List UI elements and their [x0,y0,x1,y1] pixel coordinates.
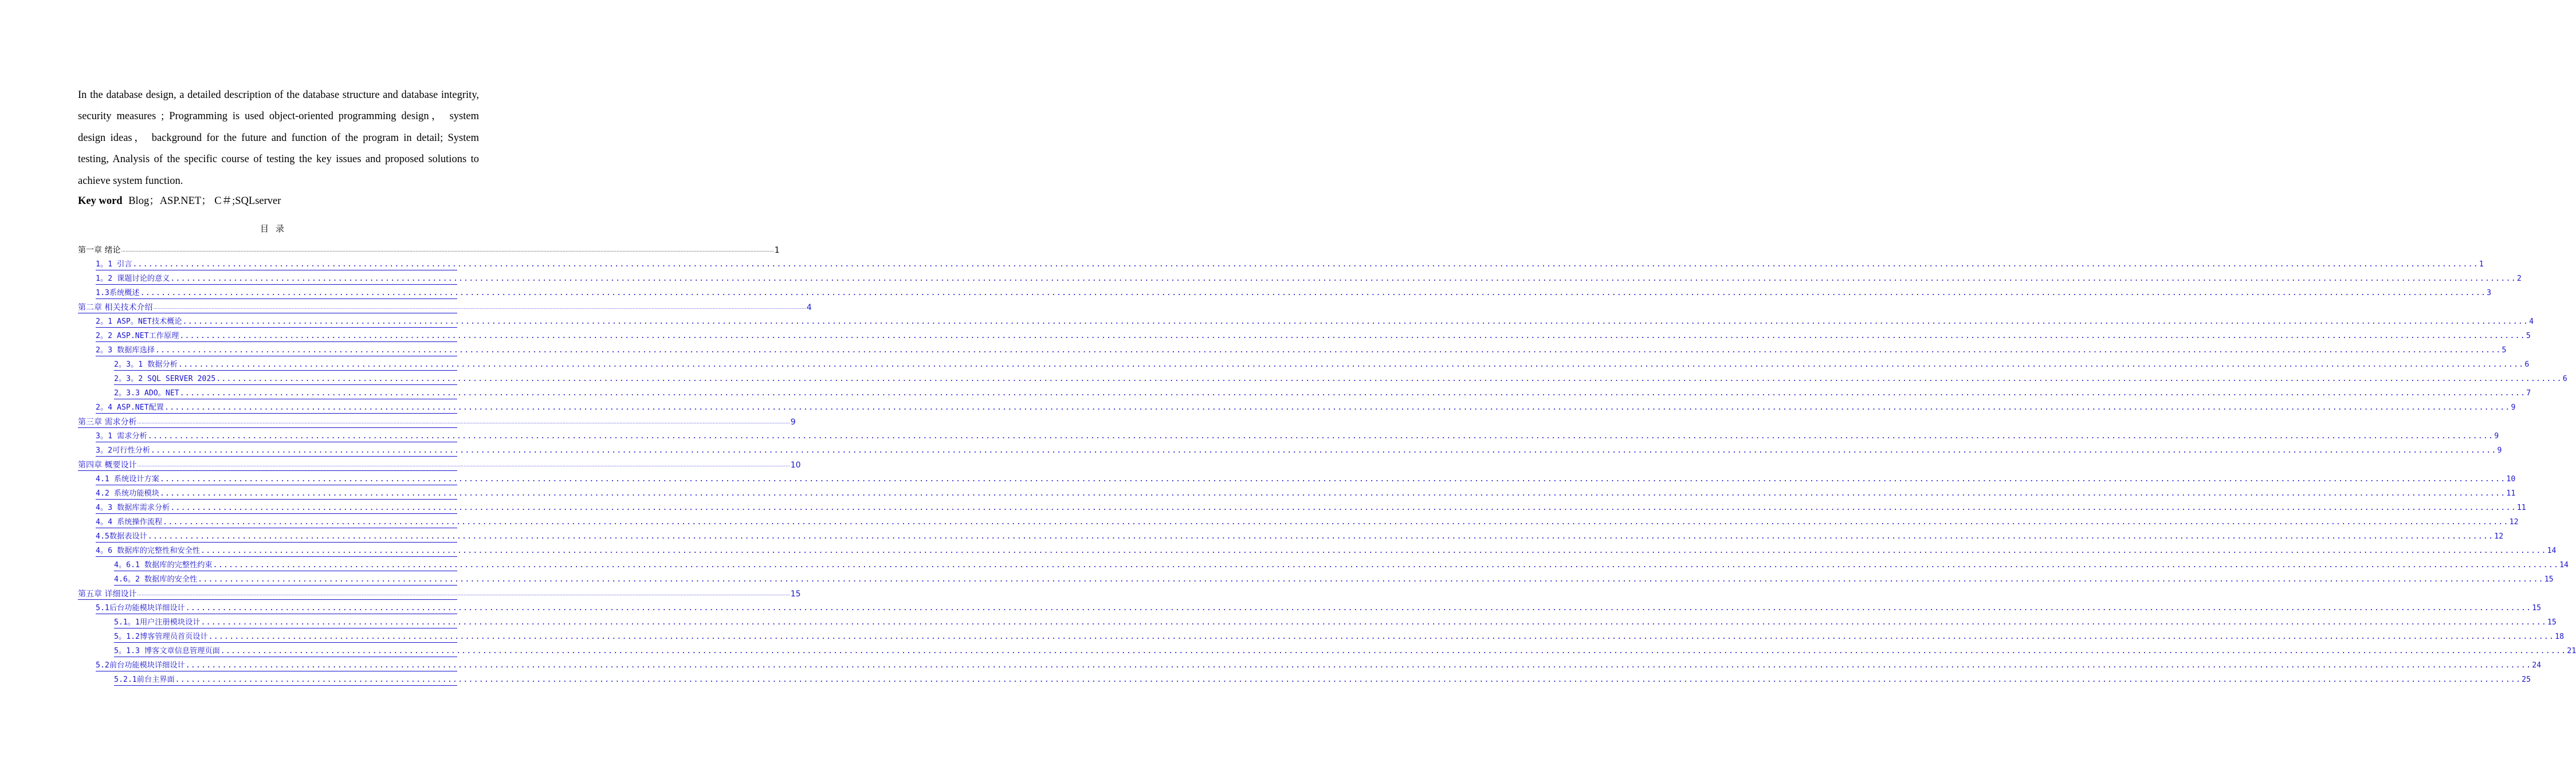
toc-entry-page: 15 [2532,604,2542,612]
keywords-line [78,192,479,210]
toc-leader-dots: ................................................................................................................................................................................................................................................................................................................................................................................................................................................................ [159,489,2506,498]
toc-leader-dots: ................................................................................................................................................................................................................................................................................................................................................................................................................................................................ [175,675,2522,684]
toc-entry-label: 2。3。1 数据分析 [114,360,178,369]
toc-leader-dots: ................................................................................................................................................................................................................................................................................................................................................................................................................................................................ [208,632,2555,641]
toc-leader-dots: ................................................................................................................................................................................................................................................................................................................................................................................................................................................................ [201,618,2547,627]
toc-leader-dots: ................................................................................................................................................................................................................................................................................................................................................................................................................................................................ [132,260,2479,269]
toc-entry-chapter-3[interactable] [78,415,796,428]
toc-entry-subsection[interactable] [114,558,2569,571]
toc-entry-label: 5。1.2博客管理员首页设计 [114,632,208,641]
toc-entry-page: 4 [806,303,812,312]
toc-leader-dots: ................................................................................................................................................................................................................................................................................................................................................................................................................................................................ [201,547,2547,555]
toc-entry-section[interactable] [96,343,2507,356]
toc-leader-dots: ................................................................................................................................................................................................................................................................................................................................................................................................................................................................ [178,360,2524,369]
toc-entry-section[interactable] [96,315,2534,328]
toc-leader-dots: ................................................................................................................................................................................................................................................................................................................................................................................................................................................................ [151,446,2497,455]
toc-entry-label: 5.1后台功能模块详细设计 [96,604,185,612]
toc-leader-dots: ................................................................................................................................................................................................................................................................................................................................................................................................................................................................ [213,561,2559,569]
toc-leader-dots: ................................................................................................................................................................................................................................................................................................................................................................................................................................................................ [220,647,2567,655]
toc-entry-chapter-1[interactable] [78,243,780,256]
keywords-value: Blog；ASP.NET； C＃;SQLserver [128,195,281,207]
toc-leader-dots: ................................................................................................................................................................................................................................................................................................................................................................................................................................................................ [155,346,2502,355]
toc-entry-page: 1 [774,246,780,255]
toc-entry-label: 5.2.1前台主界面 [114,675,175,684]
toc-leader-dots: ................................................................................................................................................................................................................................................................................................................................................................................................................................................................ [137,419,790,425]
toc-entry-chapter-5[interactable] [78,587,801,600]
toc-entry-page: 9 [2497,446,2502,455]
toc-entry-label: 5.2前台功能模块详细设计 [96,661,185,670]
toc-entry-page: 1 [2479,260,2484,269]
toc-title: 目录 [260,223,291,234]
toc-entry-section[interactable] [96,544,2557,557]
toc-entry-page: 15 [2547,618,2557,627]
toc-entry-label: 4。6 数据库的完整性和安全性 [96,547,201,555]
toc-entry-label: 1。1 引言 [96,260,132,269]
toc-entry-page: 14 [2559,561,2569,569]
toc-entry-label: 2。3 数据库选择 [96,346,155,355]
toc-entry-subsection[interactable] [114,644,2576,657]
toc-entry-page: 3 [2487,289,2492,297]
toc-leader-dots: ................................................................................................................................................................................................................................................................................................................................................................................................................................................................ [147,532,2494,541]
toc-leader-dots: ................................................................................................................................................................................................................................................................................................................................................................................................................................................................ [179,332,2526,340]
toc-entry-section[interactable] [96,529,2504,543]
toc-leader-dots: ................................................................................................................................................................................................................................................................................................................................................................................................................................................................ [182,317,2529,326]
toc-entry-subsection[interactable] [114,572,2554,586]
toc-entry-subsection[interactable] [114,615,2557,628]
toc-entry-section[interactable] [96,658,2542,671]
toc-entry-label: 2。4 ASP.NET配置 [96,403,164,412]
toc-entry-section[interactable] [96,515,2519,528]
toc-entry-label: 4。6.1 数据库的完整性约束 [114,561,213,569]
toc-entry-page: 21 [2567,647,2576,655]
toc-leader-dots: ................................................................................................................................................................................................................................................................................................................................................................................................................................................................ [121,247,774,253]
toc-entry-section[interactable] [96,329,2531,342]
toc-leader-dots: ................................................................................................................................................................................................................................................................................................................................................................................................................................................................ [153,305,806,310]
toc-entry-subsection[interactable] [114,358,2530,371]
toc-leader-dots: ................................................................................................................................................................................................................................................................................................................................................................................................................................................................ [185,604,2532,612]
toc-entry-label: 4.2 系统功能模块 [96,489,159,498]
toc-leader-dots: ................................................................................................................................................................................................................................................................................................................................................................................................................................................................ [163,518,2509,527]
toc-leader-dots: ................................................................................................................................................................................................................................................................................................................................................................................................................................................................ [216,375,2562,383]
toc-entry-page: 15 [790,590,801,599]
toc-entry-subsection[interactable] [114,372,2567,385]
toc-leader-dots: ................................................................................................................................................................................................................................................................................................................................................................................................................................................................ [140,289,2487,297]
toc-leader-dots: ................................................................................................................................................................................................................................................................................................................................................................................................................................................................ [179,389,2526,398]
toc-entry-label: 4。4 系统操作流程 [96,518,163,527]
toc-entry-page: 5 [2526,332,2531,340]
toc-entry-label: 3。2可行性分析 [96,446,151,455]
toc-entry-page: 11 [2516,504,2526,512]
toc-entry-page: 9 [2511,403,2516,412]
toc-entry-page: 7 [2526,389,2531,398]
toc-entry-label: 4.1 系统设计方案 [96,475,159,484]
toc-entry-section[interactable] [96,286,2492,299]
toc-entry-page: 15 [2544,575,2554,584]
toc-leader-dots: ................................................................................................................................................................................................................................................................................................................................................................................................................................................................ [147,432,2494,441]
toc-entry-section[interactable] [96,601,2542,614]
toc-leader-dots: ................................................................................................................................................................................................................................................................................................................................................................................................................................................................ [137,462,790,467]
keywords-label: Key word [78,195,123,207]
toc-entry-label: 4.6。2 数据库的安全性 [114,575,198,584]
toc-entry-section[interactable] [96,472,2516,485]
toc-entry-page: 10 [2506,475,2516,484]
toc-entry-label: 2。3。2 SQL SERVER 2025 [114,375,216,383]
toc-entry-label: 2。1 ASP。NET技术概论 [96,317,182,326]
toc-entry-page: 10 [790,461,801,470]
toc-leader-dots: ................................................................................................................................................................................................................................................................................................................................................................................................................................................................ [198,575,2544,584]
toc-leader-dots: ................................................................................................................................................................................................................................................................................................................................................................................................................................................................ [164,403,2511,412]
toc-entry-label: 1。2 课题讨论的意义 [96,274,170,283]
toc-entry-label: 2。3.3 ADO。NET [114,389,179,398]
toc-entry-page: 12 [2509,518,2519,527]
toc-entry-section[interactable] [96,429,2499,442]
toc-entry-label: 第二章 相关技术介绍 [78,303,153,312]
toc-entry-page: 9 [2494,432,2499,441]
toc-entry-label: 4。3 数据库需求分析 [96,504,170,512]
toc-entry-label: 第三章 需求分析 [78,418,137,427]
toc-entry-page: 6 [2562,375,2567,383]
toc-entry-label: 3。1 需求分析 [96,432,147,441]
toc-entry-page: 5 [2502,346,2507,355]
toc-leader-dots: ................................................................................................................................................................................................................................................................................................................................................................................................................................................................ [170,274,2516,283]
toc-entry-page: 11 [2506,489,2516,498]
abstract-paragraph: In the database design, a detailed description of the database structure and database integrity, security measures ; Programming is used object-oriented programming design， system design ideas， background for the future and function of the program in detail; System testing, Analysis of the specific course of testing the key issues and proposed solutions to achieve system function. [78,89,479,187]
toc-entry-label: 第四章 概要设计 [78,461,137,470]
toc-entry-subsection[interactable] [114,673,2531,686]
toc-entry-section[interactable] [96,486,2516,500]
toc-entry-section[interactable] [96,400,2516,414]
toc-entry-page: 9 [790,418,796,427]
toc-entry-label: 2。2 ASP.NET工作原理 [96,332,179,340]
toc-entry-page: 14 [2547,547,2557,555]
toc-entry-page: 25 [2522,675,2531,684]
toc-leader-dots: ................................................................................................................................................................................................................................................................................................................................................................................................................................................................ [159,475,2506,484]
toc-entry-page: 18 [2555,632,2565,641]
toc-entry-chapter-2[interactable] [78,300,812,313]
toc-leader-dots: ................................................................................................................................................................................................................................................................................................................................................................................................................................................................ [137,591,790,596]
toc-entry-section[interactable] [96,257,2484,270]
toc-entry-label: 5。1.3 博客文章信息管理页面 [114,647,220,655]
toc-entry-label: 第一章 绪论 [78,246,121,255]
toc-leader-dots: ................................................................................................................................................................................................................................................................................................................................................................................................................................................................ [185,661,2532,670]
toc-entry-label: 4.5数据表设计 [96,532,147,541]
toc-entry-subsection[interactable] [114,630,2565,643]
toc-entry-section[interactable] [96,501,2526,514]
toc-entry-section[interactable] [96,272,2522,285]
toc-entry-page: 12 [2494,532,2504,541]
toc-entry-page: 4 [2529,317,2534,326]
toc-entry-subsection[interactable] [114,386,2531,399]
toc-entry-label: 5.1。1用户注册模块设计 [114,618,201,627]
toc-entry-label: 1.3系统概述 [96,289,140,297]
toc-entry-page: 24 [2532,661,2542,670]
toc-entry-label: 第五章 详细设计 [78,590,137,599]
toc-entry-section[interactable] [96,443,2502,457]
toc-entry-page: 2 [2516,274,2522,283]
toc-entry-page: 6 [2524,360,2530,369]
toc-leader-dots: ................................................................................................................................................................................................................................................................................................................................................................................................................................................................ [170,504,2516,512]
toc-entry-chapter-4[interactable] [78,458,801,471]
